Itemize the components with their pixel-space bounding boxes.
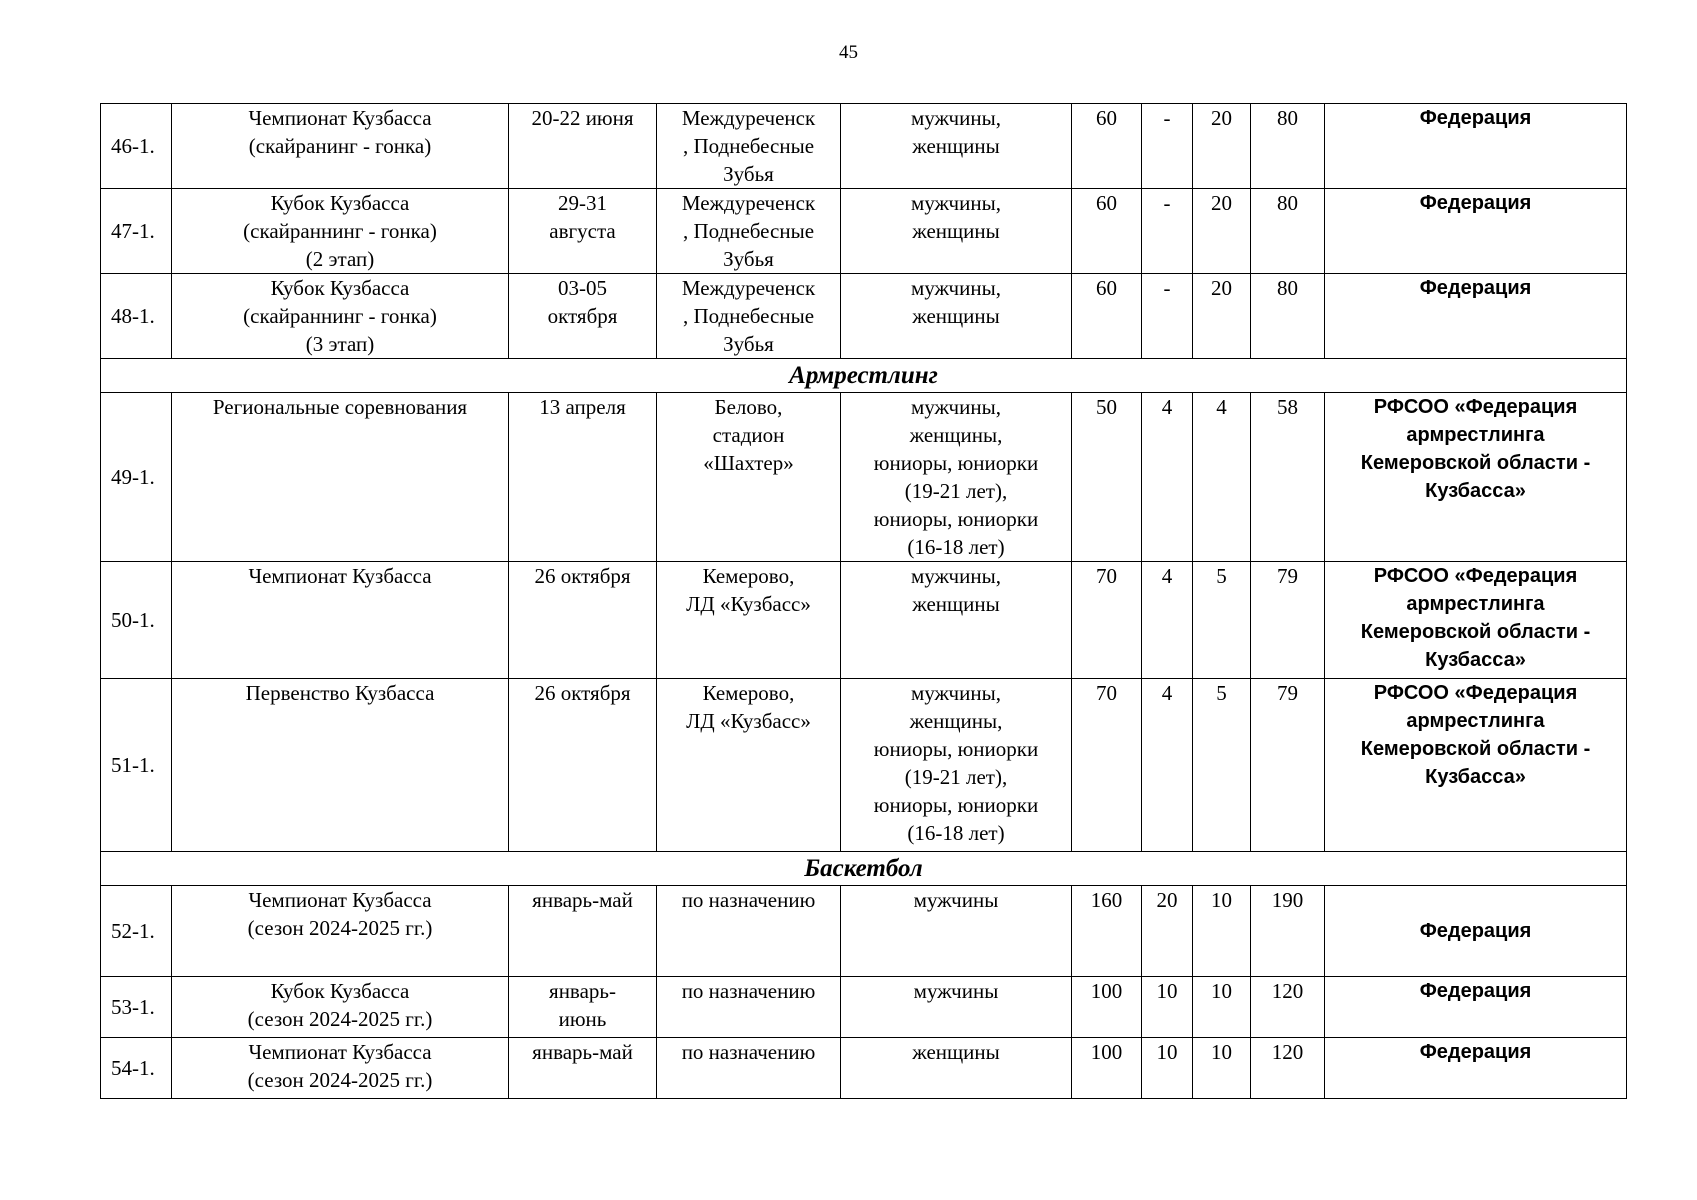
total-count-cell: 190	[1251, 886, 1325, 977]
row-number-cell: 53-1.	[101, 977, 172, 1038]
table-row	[101, 189, 1627, 274]
participants-cell: мужчины, женщины	[841, 189, 1072, 274]
participants-cell: женщины	[841, 1038, 1072, 1099]
table-row	[101, 393, 1627, 562]
event-place-cell: Белово, стадион «Шахтер»	[657, 393, 841, 562]
event-name-cell: Чемпионат Кузбасса	[172, 562, 509, 679]
athletes-count-cell: 100	[1072, 977, 1142, 1038]
event-date-cell: январь-май	[509, 886, 657, 977]
page-number: 45	[839, 42, 858, 63]
event-name-cell: Кубок Кузбасса (скайраннинг - гонка) (2 этап)	[172, 189, 509, 274]
table-row	[101, 562, 1627, 679]
row-number-cell: 49-1.	[101, 393, 172, 562]
event-name-cell: Кубок Кузбасса (сезон 2024-2025 гг.)	[172, 977, 509, 1038]
coaches-count-cell: 4	[1142, 393, 1193, 562]
athletes-count-cell: 60	[1072, 189, 1142, 274]
participants-cell: мужчины	[841, 977, 1072, 1038]
table-row	[101, 679, 1627, 852]
total-count-cell: 58	[1251, 393, 1325, 562]
organizer-cell: РФСОО «Федерация армрестлинга Кемеровской области - Кузбасса»	[1325, 562, 1627, 679]
event-date-cell: 20-22 июня	[509, 104, 657, 189]
judges-count-cell: 10	[1193, 977, 1251, 1038]
row-number-cell: 51-1.	[101, 679, 172, 852]
section-header-row	[101, 359, 1627, 393]
participants-cell: мужчины, женщины	[841, 274, 1072, 359]
section-header-row	[101, 852, 1627, 886]
total-count-cell: 79	[1251, 562, 1325, 679]
event-place-cell: по назначению	[657, 1038, 841, 1099]
athletes-count-cell: 160	[1072, 886, 1142, 977]
row-number-cell: 52-1.	[101, 886, 172, 977]
event-name-cell: Региональные соревнования	[172, 393, 509, 562]
event-name-cell: Кубок Кузбасса (скайраннинг - гонка) (3 этап)	[172, 274, 509, 359]
event-place-cell: Кемерово, ЛД «Кузбасс»	[657, 562, 841, 679]
total-count-cell: 79	[1251, 679, 1325, 852]
judges-count-cell: 4	[1193, 393, 1251, 562]
judges-count-cell: 10	[1193, 1038, 1251, 1099]
organizer-cell: Федерация	[1325, 1038, 1627, 1099]
organizer-cell: Федерация	[1325, 274, 1627, 359]
coaches-count-cell: 4	[1142, 562, 1193, 679]
coaches-count-cell: 10	[1142, 1038, 1193, 1099]
athletes-count-cell: 100	[1072, 1038, 1142, 1099]
coaches-count-cell: 4	[1142, 679, 1193, 852]
table-row	[101, 1038, 1627, 1099]
athletes-count-cell: 50	[1072, 393, 1142, 562]
event-place-cell: по назначению	[657, 977, 841, 1038]
event-date-cell: январь-май	[509, 1038, 657, 1099]
athletes-count-cell: 60	[1072, 104, 1142, 189]
event-place-cell: Междуреченск , Поднебесные Зубья	[657, 104, 841, 189]
table-row	[101, 274, 1627, 359]
table-row	[101, 886, 1627, 977]
event-place-cell: Междуреченск , Поднебесные Зубья	[657, 274, 841, 359]
event-date-cell: 26 октября	[509, 562, 657, 679]
judges-count-cell: 10	[1193, 886, 1251, 977]
total-count-cell: 80	[1251, 274, 1325, 359]
event-date-cell: январь- июнь	[509, 977, 657, 1038]
participants-cell: мужчины, женщины	[841, 562, 1072, 679]
row-number-cell: 46-1.	[101, 104, 172, 189]
judges-count-cell: 5	[1193, 679, 1251, 852]
coaches-count-cell: -	[1142, 104, 1193, 189]
event-date-cell: 26 октября	[509, 679, 657, 852]
participants-cell: мужчины, женщины, юниоры, юниорки (19-21 лет), юниоры, юниорки (16-18 лет)	[841, 393, 1072, 562]
event-place-cell: Кемерово, ЛД «Кузбасс»	[657, 679, 841, 852]
organizer-cell: Федерация	[1325, 189, 1627, 274]
organizer-cell: Федерация	[1325, 886, 1627, 977]
row-number-cell: 50-1.	[101, 562, 172, 679]
total-count-cell: 120	[1251, 977, 1325, 1038]
row-number-cell: 48-1.	[101, 274, 172, 359]
section-title: Баскетбол	[101, 852, 1627, 886]
table-row	[101, 977, 1627, 1038]
row-number-cell: 47-1.	[101, 189, 172, 274]
organizer-cell: Федерация	[1325, 104, 1627, 189]
participants-cell: мужчины, женщины, юниоры, юниорки (19-21 лет), юниоры, юниорки (16-18 лет)	[841, 679, 1072, 852]
athletes-count-cell: 60	[1072, 274, 1142, 359]
athletes-count-cell: 70	[1072, 562, 1142, 679]
event-place-cell: Междуреченск , Поднебесные Зубья	[657, 189, 841, 274]
event-name-cell: Чемпионат Кузбасса (сезон 2024-2025 гг.)	[172, 1038, 509, 1099]
event-name-cell: Первенство Кузбасса	[172, 679, 509, 852]
organizer-cell: РФСОО «Федерация армрестлинга Кемеровской области - Кузбасса»	[1325, 393, 1627, 562]
coaches-count-cell: -	[1142, 189, 1193, 274]
events-table	[100, 103, 1627, 1099]
athletes-count-cell: 70	[1072, 679, 1142, 852]
participants-cell: мужчины	[841, 886, 1072, 977]
judges-count-cell: 20	[1193, 274, 1251, 359]
event-date-cell: 13 апреля	[509, 393, 657, 562]
coaches-count-cell: -	[1142, 274, 1193, 359]
judges-count-cell: 5	[1193, 562, 1251, 679]
event-date-cell: 29-31 августа	[509, 189, 657, 274]
total-count-cell: 80	[1251, 104, 1325, 189]
section-title: Армрестлинг	[101, 359, 1627, 393]
participants-cell: мужчины, женщины	[841, 104, 1072, 189]
table-row	[101, 104, 1627, 189]
row-number-cell: 54-1.	[101, 1038, 172, 1099]
event-name-cell: Чемпионат Кузбасса (сезон 2024-2025 гг.)	[172, 886, 509, 977]
event-place-cell: по назначению	[657, 886, 841, 977]
organizer-cell: Федерация	[1325, 977, 1627, 1038]
coaches-count-cell: 10	[1142, 977, 1193, 1038]
judges-count-cell: 20	[1193, 104, 1251, 189]
total-count-cell: 80	[1251, 189, 1325, 274]
event-date-cell: 03-05 октября	[509, 274, 657, 359]
event-name-cell: Чемпионат Кузбасса (скайранинг - гонка)	[172, 104, 509, 189]
total-count-cell: 120	[1251, 1038, 1325, 1099]
organizer-cell: РФСОО «Федерация армрестлинга Кемеровской области - Кузбасса»	[1325, 679, 1627, 852]
coaches-count-cell: 20	[1142, 886, 1193, 977]
judges-count-cell: 20	[1193, 189, 1251, 274]
